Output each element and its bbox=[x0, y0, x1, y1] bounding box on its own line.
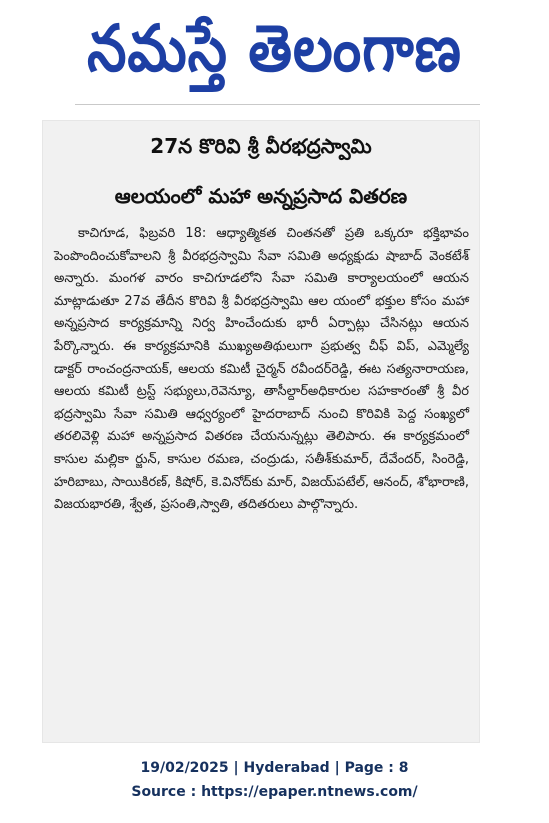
source-line: Source : https://epaper.ntnews.com/ bbox=[131, 784, 418, 800]
headline-line-1: 27న కొరివి శ్రీ వీరభద్రస్వామి bbox=[150, 134, 372, 158]
masthead-divider bbox=[75, 104, 480, 105]
headline-line-2: ఆలయంలో మహా అన్నప్రసాద వితరణ bbox=[114, 184, 408, 208]
article-clipping bbox=[42, 120, 480, 743]
newspaper-logo: నమస్తే తెలంగాణ bbox=[87, 12, 462, 87]
date-edition-page-line: 19/02/2025 | Hyderabad | Page : 8 bbox=[140, 760, 409, 776]
masthead bbox=[0, 0, 549, 100]
article-body: కాచిగూడ, ఫిబ్రవరి 18: ఆధ్యాత్మికత చింతనతో ప్రతి ఒక్కరూ భక్తిభావం పెంపొందించుకోవాలని శ్రీ వీరభద్రస్వామి సేవా సమితి అధ్యక్షుడు షాబాద్ వెంకటేశ్ అన్నారు. మంగళ వారం కాచిగూడలోని సేవా సమితి కార్యాలయంలో ఆయన మాట్లాడుతూ 27వ తేదీన కొరివి శ్రీ వీరభద్రస్వామి ఆల యంలో భక్తుల కోసం మహా అన్నప్రసాద కార్యక్రమాన్ని నిర్వ హించేందుకు భారీ ఏర్పాట్లు చేసినట్లు ఆయన పేర్కొన్నారు. ఈ కార్యక్రమానికి ముఖ్యఅతిథులుగా ప్రభుత్వ చీఫ్ విప్, ఎమ్మెల్యే డాక్టర్ రాంచంద్రనాయక్, ఆలయ కమిటీ చైర్మన్ రవీందర్‌రెడ్డి, ఈట సత్యనారాయణ, ఆలయ కమిటీ ట్రస్ట్ సభ్యులు,రెవెన్యూ, తాసీల్దార్‌అధికారుల సహకారంతో శ్రీ వీర భద్రస్వామి సేవా సమితి ఆధ్వర్యంలో హైదరాబాద్ నుంచి కొరివికి పెద్ద సంఖ్యలో తరలివెళ్లి మహా అన్నప్రసాద వితరణ చేయనున్నట్లు తెలిపారు. ఈ కార్యక్రమంలో కాసుల మల్లికా ర్జున్, కాసుల రమణ, చంద్రుడు, సతీశ్‌కుమార్, దేవేందర్, సింరెడ్డి, హరిబాబు, సాయికిరణ్, కిషోర్, కె.వినోద్‌కు మార్, విజయ్‌పటేల్, ఆనంద్, శోభారాణి, విజయభారతి, శ్వేత, ప్రసంతి,స్వాతి, తదితరులు పాల్గొన్నారు. bbox=[54, 226, 469, 513]
